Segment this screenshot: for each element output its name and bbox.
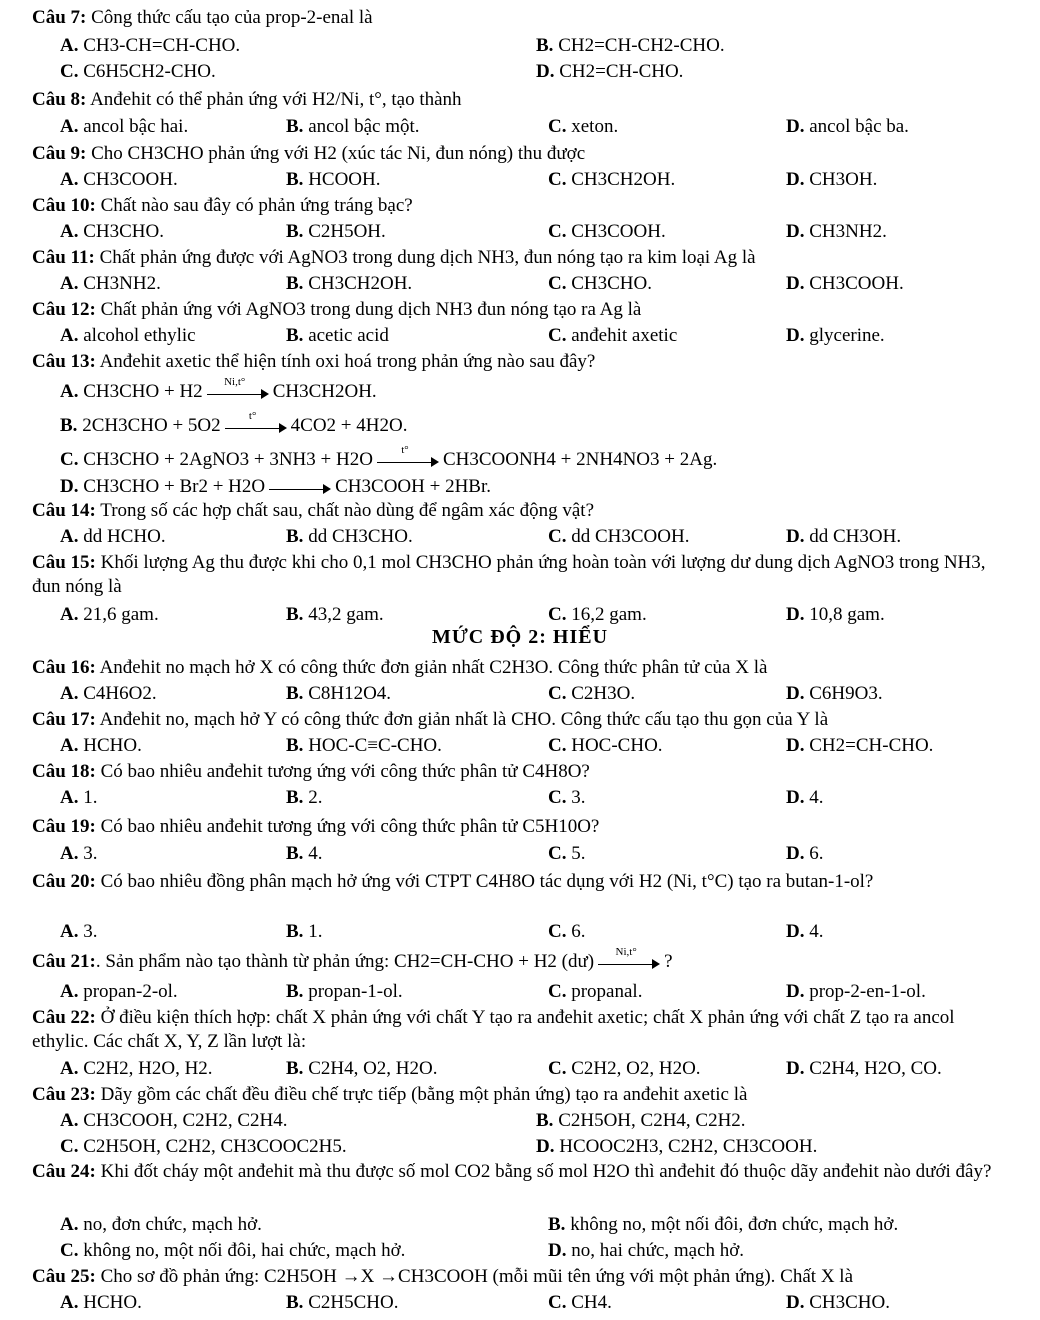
options-22: A. C2H2, H2O, H2. B. C2H4, O2, H2O. C. C2H2, O2, H2O. D. C2H4, H2O, CO. xyxy=(60,1058,942,1079)
option-d: D. CH2=CH-CHO. xyxy=(536,61,684,82)
options-17: A. HCHO. B. HOC-C≡C-CHO. C. HOC-CHO. D. CH2=CH-CHO. xyxy=(60,735,934,756)
equation-a: A. CH3CHO + H2 Ni,t° CH3CH2OH. xyxy=(60,375,377,402)
question-18: Câu 18: Có bao nhiêu anđehit tương ứng với công thức phân tử C4H8O? xyxy=(32,761,590,782)
question-24: Câu 24: Khi đốt cháy một anđehit mà thu được số mol CO2 bằng số mol H2O thì anđehit đó thuộc dãy anđehit nào dưới đây? xyxy=(32,1161,992,1182)
option-c: C. C6H5CH2-CHO. xyxy=(60,61,216,82)
options-24b: C. không no, một nối đôi, hai chức, mạch hở. D. no, hai chức, mạch hở. xyxy=(60,1240,745,1261)
options-15: A. 21,6 gam. B. 43,2 gam. C. 16,2 gam. D. 10,8 gam. xyxy=(60,604,885,625)
options-23b: C. C2H5OH, C2H2, CH3COOC2H5. D. HCOOC2H3, C2H2, CH3COOH. xyxy=(60,1136,818,1157)
question-13: Câu 13: Anđehit axetic thể hiện tính oxi hoá trong phản ứng nào sau đây? xyxy=(32,351,596,372)
question-21: Câu 21:. Sản phẩm nào tạo thành từ phản ứng: CH2=CH-CHO + H2 (dư) Ni,t° ? xyxy=(32,945,673,972)
options-14: A. dd HCHO. B. dd CH3CHO. C. dd CH3COOH. D. dd CH3OH. xyxy=(60,526,902,547)
question-label: Câu 7: xyxy=(32,7,87,28)
question-9: Câu 9: Cho CH3CHO phản ứng với H2 (xúc tác Ni, đun nóng) thu được xyxy=(32,143,586,164)
question-12: Câu 12: Chất phản ứng với AgNO3 trong dung dịch NH3 đun nóng tạo ra Ag là xyxy=(32,299,642,320)
equation-d: D. CH3CHO + Br2 + H2O CH3COOH + 2HBr. xyxy=(60,476,491,497)
question-11: Câu 11: Chất phản ứng được với AgNO3 trong dung dịch NH3, đun nóng tạo ra kim loại Ag là xyxy=(32,247,756,268)
options-19: A. 3. B. 4. C. 5. D. 6. xyxy=(60,843,824,864)
question-25: Câu 25: Cho sơ đồ phản ứng: C2H5OH →X →CH3COOH (mỗi mũi tên ứng với một phản ứng). Chất X là xyxy=(32,1266,853,1287)
option-a: A. CH3-CH=CH-CHO. xyxy=(60,35,241,56)
question-10: Câu 10: Chất nào sau đây có phản ứng tráng bạc? xyxy=(32,195,413,216)
question-19: Câu 19: Có bao nhiêu anđehit tương ứng với công thức phân tử C5H10O? xyxy=(32,816,600,837)
question-16: Câu 16: Anđehit no mạch hở X có công thức đơn giản nhất C2H3O. Công thức phân tử của X là xyxy=(32,657,768,678)
options-24: A. no, đơn chức, mạch hở. B. không no, một nối đôi, đơn chức, mạch hở. xyxy=(60,1214,899,1235)
question-14: Câu 14: Trong số các hợp chất sau, chất nào dùng để ngâm xác động vật? xyxy=(32,500,595,521)
question-7 xyxy=(32,6,1010,30)
equation-c: C. CH3CHO + 2AgNO3 + 3NH3 + H2O t° CH3COONH4 + 2NH4NO3 + 2Ag. xyxy=(60,443,718,470)
equation-b: B. 2CH3CHO + 5O2 t° 4CO2 + 4H2O. xyxy=(60,409,408,436)
reaction-arrow-icon xyxy=(269,481,331,495)
options-10: A. CH3CHO. B. C2H5OH. C. CH3COOH. D. CH3NH2. xyxy=(60,221,887,242)
options-7 xyxy=(0,34,1040,58)
options-18: A. 1. B. 2. C. 3. D. 4. xyxy=(60,787,824,808)
question-8: Câu 8: Anđehit có thể phản ứng với H2/Ni, t°, tạo thành xyxy=(32,89,462,110)
question-20: Câu 20: Có bao nhiêu đồng phân mạch hở ứng với CTPT C4H8O tác dụng với H2 (Ni, t°C) tạo ra butan-1-ol? xyxy=(32,871,874,892)
options-11: A. CH3NH2. B. CH3CH2OH. C. CH3CHO. D. CH3COOH. xyxy=(60,273,904,294)
options-12: A. alcohol ethylic B. acetic acid C. anđehit axetic D. glycerine. xyxy=(60,325,885,346)
question-stem: Công thức cấu tạo của prop-2-enal là xyxy=(91,7,373,28)
options-9: A. CH3COOH. B. HCOOH. C. CH3CH2OH. D. CH3OH. xyxy=(60,169,878,190)
reaction-arrow-icon: Ni,t° xyxy=(207,386,269,400)
options-21: A. propan-2-ol. B. propan-1-ol. C. propanal. D. prop-2-en-1-ol. xyxy=(60,981,926,1002)
reaction-arrow-icon: t° xyxy=(377,454,439,468)
reaction-arrow-icon: Ni,t° xyxy=(598,956,660,970)
options-16: A. C4H6O2. B. C8H12O4. C. C2H3O. D. C6H9O3. xyxy=(60,683,883,704)
option-b: B. CH2=CH-CH2-CHO. xyxy=(536,35,725,56)
question-22: Câu 22: Ở điều kiện thích hợp: chất X phản ứng với chất Y tạo ra anđehit axetic; chất X phản ứng với chất Z tạo ra ancol ethylic. Các chất X, Y, Z lần lượt là: xyxy=(32,1007,955,1052)
reaction-arrow-icon: t° xyxy=(225,420,287,434)
question-15: Câu 15: Khối lượng Ag thu được khi cho 0,1 mol CH3CHO phản ứng hoàn toàn với lượng dư dung dịch AgNO3 trong NH3, đun nóng là xyxy=(32,552,986,597)
question-17: Câu 17: Anđehit no, mạch hở Y có công thức đơn giản nhất là CHO. Công thức cấu tạo thu gọn của Y là xyxy=(32,709,829,730)
options-7b xyxy=(0,60,1040,84)
section-heading: MỨC ĐỘ 2: HIỂU xyxy=(431,626,609,648)
options-23: A. CH3COOH, C2H2, C2H4. B. C2H5OH, C2H4, C2H2. xyxy=(60,1110,746,1131)
options-20: A. 3. B. 1. C. 6. D. 4. xyxy=(60,921,824,942)
options-8: A. ancol bậc hai. B. ancol bậc một. C. xeton. D. ancol bậc ba. xyxy=(60,116,909,137)
question-23: Câu 23: Dãy gồm các chất đều điều chế trực tiếp (bằng một phản ứng) tạo ra anđehit axetic là xyxy=(32,1084,748,1105)
options-25: A. HCHO. B. C2H5CHO. C. CH4. D. CH3CHO. xyxy=(60,1292,890,1313)
